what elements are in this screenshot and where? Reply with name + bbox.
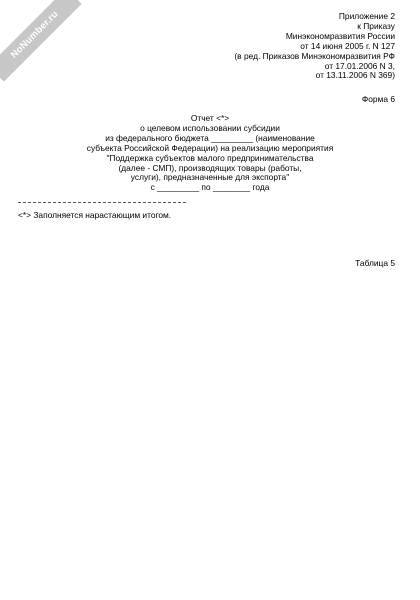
footnote: <*> Заполняется нарастающим итогом. <box>18 210 172 220</box>
appendix-line: к Приказу <box>357 20 395 31</box>
appendix-header <box>234 12 395 81</box>
report-title-line: услуги), предназначенные для экспорта" <box>130 172 290 183</box>
report-title-line: (далее - СМП), производящих товары (работы, <box>118 162 302 173</box>
appendix-line: от 17.01.2006 N 3, <box>324 60 395 71</box>
appendix-line: от 13.11.2006 N 369) <box>315 70 395 81</box>
report-title-line: с _________ по ________ года <box>150 182 270 193</box>
table-number: Таблица 5 <box>355 258 395 268</box>
report-title-line: Отчет <*> <box>190 113 230 123</box>
appendix-line: (в ред. Приказов Минэкономразвития РФ <box>234 50 395 61</box>
report-title-line: субъекта Российской Федерации) на реализацию мероприятия <box>86 142 334 153</box>
appendix-line: от 14 июня 2005 г. N 127 <box>300 40 395 51</box>
report-title-line: "Поддержка субъектов малого предпринимательства <box>106 152 314 163</box>
footnote-separator <box>18 202 186 203</box>
appendix-line: Минэкономразвития России <box>285 30 395 41</box>
report-title <box>60 114 360 193</box>
watermark-logo: NoNumber.ru <box>0 0 82 82</box>
report-title-line: из федерального бюджета _________ (наименование <box>105 132 315 143</box>
appendix-line: Приложение 2 <box>338 11 395 21</box>
form-number: Форма 6 <box>361 94 395 104</box>
report-title-line: о целевом использовании субсидии <box>140 122 280 133</box>
